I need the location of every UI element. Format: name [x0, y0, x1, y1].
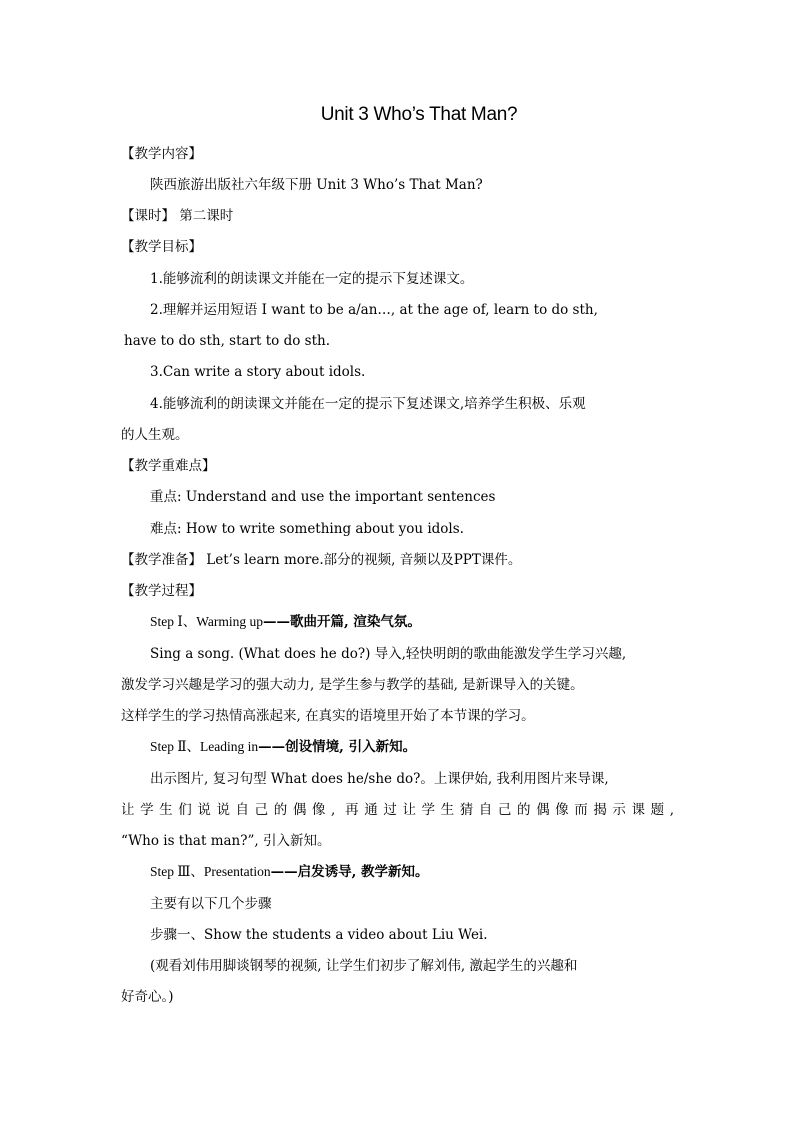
- step-1-paragraph-line-1: Sing a song. (What does he do?) 导入,轻快明朗的歌曲能激发学生学习兴趣,: [150, 646, 627, 662]
- objective-2-line-2: have to do sth, start to do sth.: [124, 333, 331, 349]
- period-text: 第二课时: [175, 208, 234, 224]
- objective-1: 1.能够流利的朗读课文并能在一定的提示下复述课文。: [150, 271, 474, 287]
- preparation-text: Let’s learn more.部分的视频, 音频以及PPT课件。: [202, 552, 522, 568]
- step-1-title-cn: ——歌曲开篇, 渲染气氛。: [262, 614, 421, 630]
- objective-2-line-1: 2.理解并运用短语 I want to be a/an…, at the age of, learn to do sth,: [150, 302, 598, 318]
- step-1-paragraph-line-2: 激发学习兴趣是学习的强大动力, 是学生参与教学的基础, 是新课导入的关键。: [121, 677, 584, 693]
- preparation-label: 【教学准备】: [121, 552, 202, 568]
- step-2-paragraph-line-1: 出示图片, 复习句型 What does he/she do?。上课伊始, 我利用图片来导课,: [150, 771, 609, 787]
- step-3-intro: 主要有以下几个步骤: [150, 896, 272, 912]
- process-label: 【教学过程】: [121, 583, 202, 599]
- step-1-title-en: Step Ⅰ、Warming up: [150, 614, 263, 629]
- step-3-substep-1-note-line-2: 好奇心。): [121, 989, 174, 1005]
- content-text: 陕西旅游出版社六年级下册 Unit 3 Who’s That Man?: [150, 177, 483, 193]
- period-label: 【课时】: [121, 208, 175, 224]
- step-2-paragraph-line-3: “Who is that man?”, 引入新知。: [121, 833, 331, 849]
- step-2-title-en: Step Ⅱ、Leading in: [150, 739, 259, 754]
- objective-4-line-2: 的人生观。: [121, 427, 189, 443]
- step-3-substep-1: 步骤一、Show the students a video about Liu Wei.: [150, 927, 488, 943]
- period-line: [121, 207, 233, 225]
- objective-4-line-1: 4.能够流利的朗读课文并能在一定的提示下复述课文,培养学生积极、乐观: [150, 396, 586, 412]
- step-3-heading: [150, 863, 429, 881]
- step-3-title-en: Step Ⅲ、Presentation: [150, 864, 271, 879]
- document-title: Unit 3 Who’s That Man?: [320, 104, 518, 125]
- step-3-substep-1-note-line-1: (观看刘伟用脚谈钢琴的视频, 让学生们初步了解刘伟, 激起学生的兴趣和: [150, 958, 578, 974]
- step-2-paragraph-line-2: 让学生们说说自己的偶像, 再通过让学生猜自己的偶像而揭示课题,: [121, 802, 674, 818]
- step-3-title-cn: ——启发诱导, 教学新知。: [270, 864, 429, 880]
- step-1-paragraph-line-3: 这样学生的学习热情高涨起来, 在真实的语境里开始了本节课的学习。: [121, 708, 535, 724]
- objectives-label: 【教学目标】: [121, 239, 202, 255]
- difficult-point-text: 难点: How to write something about you idols.: [150, 521, 464, 537]
- key-points-label: 【教学重难点】: [121, 458, 216, 474]
- content-label: 【教学内容】: [121, 146, 202, 162]
- step-2-heading: [150, 738, 416, 756]
- objective-3: 3.Can write a story about idols.: [150, 364, 366, 380]
- key-point-text: 重点: Understand and use the important sentences: [150, 489, 496, 505]
- preparation-line: [121, 551, 521, 569]
- step-1-heading: [150, 613, 421, 631]
- step-2-title-cn: ——创设情境, 引入新知。: [258, 739, 417, 755]
